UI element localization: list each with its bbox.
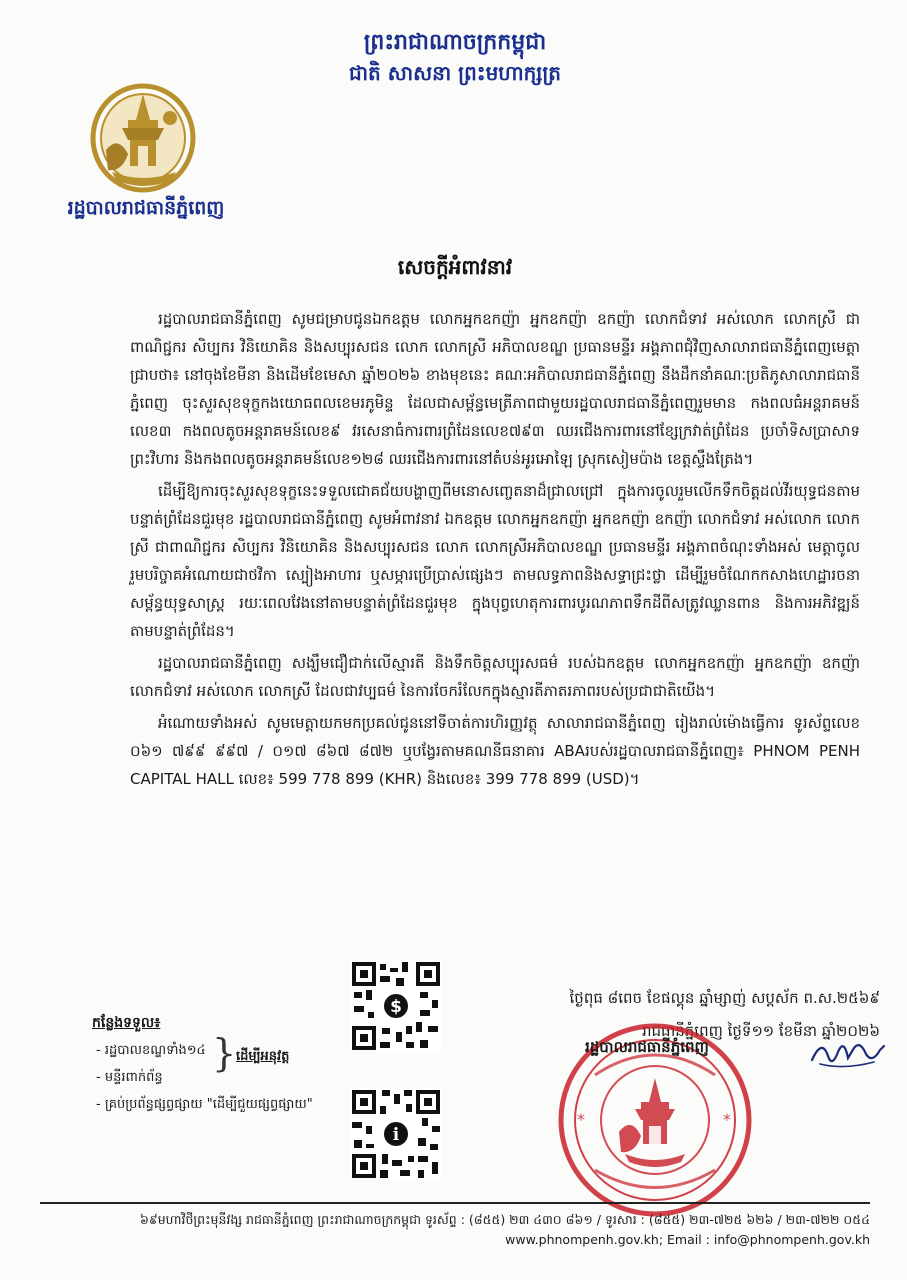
handwritten-signature [808, 1030, 888, 1075]
footer-divider [40, 1202, 870, 1204]
recipient-item: - រដ្ឋបាលខណ្ឌទាំង១៤ [96, 1043, 206, 1058]
body-paragraph: ដើម្បីឱ្យការចុះសួរសុខទុក្ខនេះទទួលជោគជ័យបង្ហាញពីមនោសញ្ចេតនាដ៏ជ្រាលជ្រៅ ក្នុងការចូលរួមលើកទឹកចិត្តដល់វីរយុទ្ធជនតាមបន្ទាត់ព្រំដែនជួរមុខ រដ្ឋបាលរាជធានីភ្នំពេញ សូមអំពាវនាវ ឯកឧត្តម លោកអ្នកឧកញ៉ា អ្នកឧកញ៉ា ឧកញ៉ា លោកជំទាវ អស់លោក លោកស្រី ជាពាណិជ្ជករ សិប្បករ វិនិយោគិន និងសប្បុរសជន លោក លោកស្រីអភិបាលខណ្ឌ ប្រធានមន្ទីរ អង្គភាពចំណុះទាំងអស់ មេត្តាចូលរួមបរិច្ចាគអំណោយជាថវិកា ស្បៀងអាហារ ឬសម្ភារប្រើប្រាស់ផ្សេងៗ តាមលទ្ធភាពនិងសទ្ធាជ្រះថ្លា ដើម្បីរួមចំណែកកសាងហេដ្ឋារចនាសម្ព័ន្ធយុទ្ធសាស្ត្រ រយៈពេលវែងនៅតាមបន្ទាត់ព្រំដែនជួរមុខ ក្នុងបុព្វហេតុការពារបូរណភាពទឹកដីពីសត្រូវឈ្លានពាន និងការអភិវឌ្ឍន៍ តាមបន្ទាត់ព្រំដែន។ [130, 482, 860, 640]
national-motto: ជាតិ សាសនា ព្រះមហាក្សត្រ [349, 61, 561, 85]
body-paragraph: អំណោយទាំងអស់ សូមមេត្តាយកមកប្រគល់ជូននៅទីចាត់ការហិរញ្ញវត្ថុ សាលារាជធានីភ្នំពេញ រៀងរាល់ម៉ោងធ្វើការ ទូរស័ព្ទលេខ ០៦១ ៧៩៩ ៩៩៧ / ០១៧ ៨៦៧ ៨៧២ ឬបង្វែរតាមគណនីធនាគារ ABAរបស់រដ្ឋបាលរាជធានីភ្នំពេញ៖ PHNOM PENH CAPITAL HALL លេខ៖ 599 778 899 (KHR) និងលេខ៖ 399 778 899 (USD)។ [130, 714, 860, 788]
phnom-penh-emblem-logo [88, 80, 198, 196]
recipients-heading: កន្លែងទទួល៖ [92, 1015, 161, 1031]
recipient-item: - មន្ទីរពាក់ព័ន្ធ [96, 1070, 163, 1085]
letterhead-footer [40, 1210, 870, 1250]
svg-text:*: * [577, 1110, 585, 1129]
brace-glyph: } [212, 1031, 237, 1075]
brace-label: ដើម្បីអនុវត្ត [236, 1049, 290, 1064]
signatory-title: រដ្ឋបាលរាជធានីភ្នំពេញ [585, 1038, 709, 1056]
body-paragraph: រដ្ឋបាលរាជធានីភ្នំពេញ សង្ឃឹមជឿជាក់លើស្មារតី និងទឹកចិត្តសប្បុរសធម៌ របស់ឯកឧត្តម លោកអ្នកឧកញ៉ា អ្នកឧកញ៉ា ឧកញ៉ា លោកជំទាវ អស់លោក លោកស្រី ដែលជាវប្បធម៌ នៃការចែករំលែកក្នុងស្មារតីភាតរភាពរបស់ប្រជាជាតិយើង។ [130, 654, 860, 700]
kingdom-name: ព្រះរាជាណាចក្រកម្ពុជា [363, 30, 547, 55]
kingdom-header [300, 28, 610, 88]
body-paragraph: រដ្ឋបាលរាជធានីភ្នំពេញ សូមជម្រាបជូនឯកឧត្តម លោកអ្នកឧកញ៉ា អ្នកឧកញ៉ា ឧកញ៉ា លោកជំទាវ អស់លោក លោកស្រី ជាពាណិជ្ជករ សិប្បករ វិនិយោគិន និងសប្បុរសជន លោក លោកស្រី អភិបាលខណ្ឌ ប្រធានមន្ទីរ អង្គភាពជុំវិញសាលារាជធានីភ្នំពេញមេត្តាជ្រាបថា៖ នៅចុងខែមីនា និងដើមខែមេសា ឆ្នាំ២០២៦ ខាងមុខនេះ គណៈអភិបាលរាជធានីភ្នំពេញ នឹងដឹកនាំគណៈប្រតិភូសាលារាជធានីភ្នំពេញ ចុះសួរសុខទុក្ខកងយោធពលខេមរភូមិន្ទ ដែលជាសម្ព័ន្ធមេត្រីភាពជាមួយរដ្ឋបាលរាជធានីភ្នំពេញរួមមាន កងពលធំអន្តរាគមន៍លេខ៣ កងពលតូចអន្តរាគមន៍លេខ៩ វរសេនាធំការពារព្រំដែនលេខ៧៩៣ ឈរជើងការពារនៅខ្សែក្រវាត់ព្រំដែន ប្រចាំទិសប្រាសាទព្រះវិហារ និងកងពលតូចអន្តរាគមន៍លេខ១២៨ ឈរជើងការពារនៅតំបន់អូរអោឡៃ ស្រុកសៀមប៉ាង ខេត្តស្ទឹងត្រែង។ [130, 310, 860, 468]
issuing-organization: រដ្ឋបាលរាជធានីភ្នំពេញ [67, 197, 225, 219]
payment-qr-code[interactable] [350, 960, 442, 1052]
recipient-item: - គ្រប់ប្រព័ន្ធផ្សព្វផ្សាយ "ដើម្បីជួយផ្សព្វផ្សាយ" [96, 1097, 313, 1112]
dollar-icon: $ [390, 997, 402, 1017]
info-qr-code[interactable] [350, 1088, 442, 1180]
footer-contact[interactable]: www.phnompenh.gov.kh; Email : info@phnompenh.gov.kh [505, 1232, 870, 1247]
lunar-date: ថ្ងៃពុធ ៨ពេច ខែផល្គុន ឆ្នាំម្សាញ់ សប្តស័ក ព.ស.២៥៦៩ [569, 989, 880, 1007]
letter-body [130, 305, 860, 797]
svg-text:*: * [723, 1110, 731, 1129]
solar-date: រាជធានីភ្នំពេញ ថ្ងៃទី១១ ខែមីនា ឆ្នាំ២០២៦ [641, 1022, 880, 1040]
footer-address: ៦៩មហាវិថីព្រះមុនីវង្ស រាជធានីភ្នំពេញ ព្រះរាជាណាចក្រកម្ពុជា ទូរស័ព្ទ : (៨៥៥) ២៣ ៤៣០ ៨៦១ / ទូរសារ : (៨៥៥) ២៣-៧២៥ ៦២៦ / ២៣-៧២២ ០៥៤ [140, 1212, 870, 1227]
document-title: សេចក្តីអំពាវនាវ [397, 255, 513, 279]
info-icon: i [392, 1125, 400, 1145]
